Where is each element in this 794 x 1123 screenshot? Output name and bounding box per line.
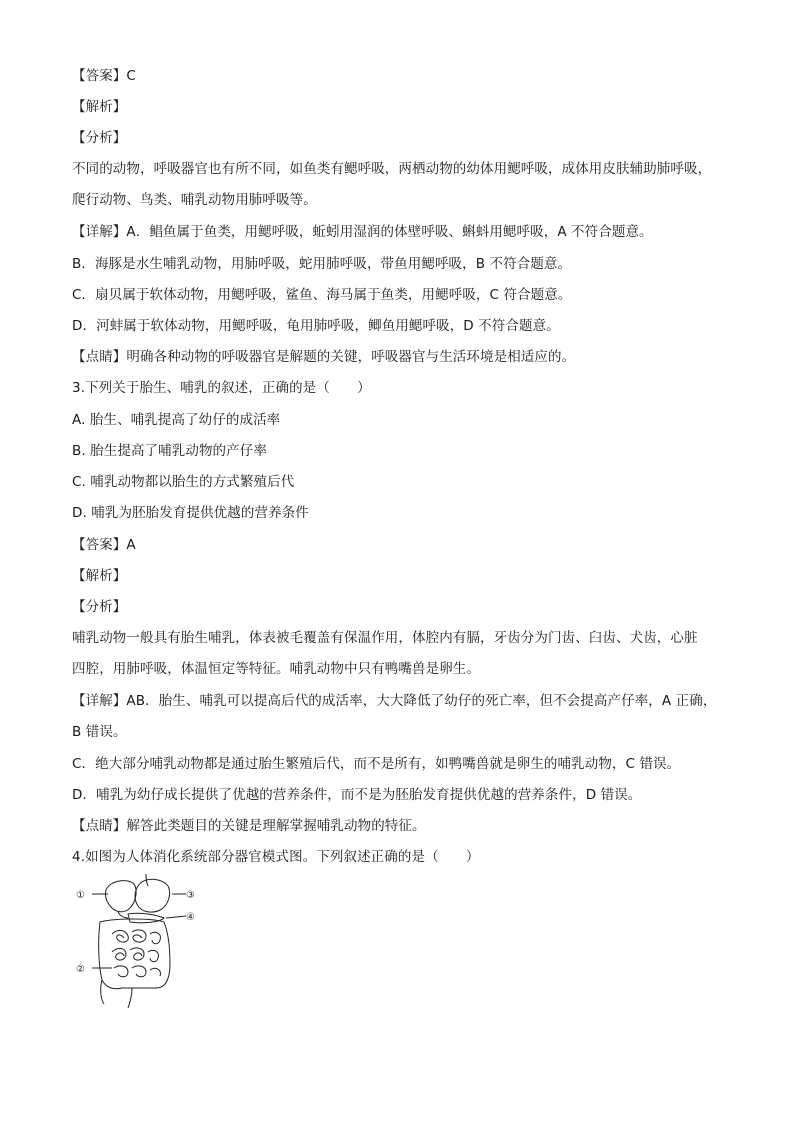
question-3-option-d: D. 哺乳为胚胎发育提供优越的营养条件 (72, 505, 309, 521)
detail-line: 【详解】A．鲳鱼属于鱼类，用鳃呼吸，蚯蚓用湿润的体壁呼吸、蝌蚪用鳃呼吸，A 不符合题意。 (72, 224, 653, 240)
figure-label-2: ② (76, 964, 85, 975)
fenxi-label-q3: 【分析】 (72, 599, 127, 615)
answer-label-q3: 【答案】A (72, 537, 136, 553)
question-3-option-a: A. 胎生、哺乳提高了幼仔的成活率 (72, 412, 281, 428)
figure-label-4: ④ (186, 912, 195, 923)
question-4-stem: 4.如图为人体消化系统部分器官模式图。下列叙述正确的是（ ） (72, 849, 480, 865)
question-3-option-c: C. 哺乳动物都以胎生的方式繁殖后代 (72, 474, 295, 490)
detail-line: B．海豚是水生哺乳动物，用肺呼吸，蛇用肺呼吸，带鱼用鳃呼吸，B 不符合题意。 (72, 256, 572, 272)
analysis-label-q3: 【解析】 (72, 568, 127, 584)
detail-line: 【详解】AB．胎生、哺乳可以提高后代的成活率，大大降低了幼仔的死亡率，但不会提高产仔率，A 正确， (72, 693, 717, 709)
paragraph-line: 哺乳动物一般具有胎生哺乳，体表被毛覆盖有保温作用，体腔内有膈，牙齿分为门齿、臼齿、犬齿，心脏 (72, 630, 698, 646)
figure-label-3: ③ (186, 890, 195, 901)
detail-line: C．扇贝属于软体动物，用鳃呼吸，鲨鱼、海马属于鱼类，用鳃呼吸，C 符合题意。 (72, 287, 572, 303)
figure-label-1: ① (76, 890, 85, 901)
answer-label-q2: 【答案】C (72, 68, 136, 84)
key-point-line: 【点睛】明确各种动物的呼吸器官是解题的关键，呼吸器官与生活环境是相适应的。 (72, 349, 576, 365)
analysis-label-q2: 【解析】 (72, 99, 127, 115)
detail-line: C．绝大部分哺乳动物都是通过胎生繁殖后代，而不是所有，如鸭嘴兽就是卵生的哺乳动物，C 错误。 (72, 756, 681, 772)
paragraph-line: 不同的动物，呼吸器官也有所不同，如鱼类有鳃呼吸，两栖动物的幼体用鳃呼吸，成体用皮肤辅助肺呼吸， (72, 161, 712, 177)
digestive-system-diagram (72, 868, 202, 1018)
question-3-option-b: B. 胎生提高了哺乳动物的产仔率 (72, 443, 267, 459)
fenxi-label-q2: 【分析】 (72, 130, 127, 146)
key-point-line: 【点睛】解答此类题目的关键是理解掌握哺乳动物的特征。 (72, 818, 426, 834)
detail-line: D．河蚌属于软体动物，用鳃呼吸，龟用肺呼吸，鲫鱼用鳃呼吸，D 不符合题意。 (72, 318, 560, 334)
paragraph-line: 爬行动物、鸟类、哺乳动物用肺呼吸等。 (72, 192, 317, 208)
detail-line: D．哺乳为幼仔成长提供了优越的营养条件，而不是为胚胎发育提供优越的营养条件，D 错误。 (72, 787, 642, 803)
question-3-stem: 3.下列关于胎生、哺乳的叙述，正确的是（ ） (72, 380, 371, 396)
detail-line: B 错误。 (72, 724, 127, 740)
paragraph-line: 四腔，用肺呼吸，体温恒定等特征。哺乳动物中只有鸭嘴兽是卵生。 (72, 661, 480, 677)
